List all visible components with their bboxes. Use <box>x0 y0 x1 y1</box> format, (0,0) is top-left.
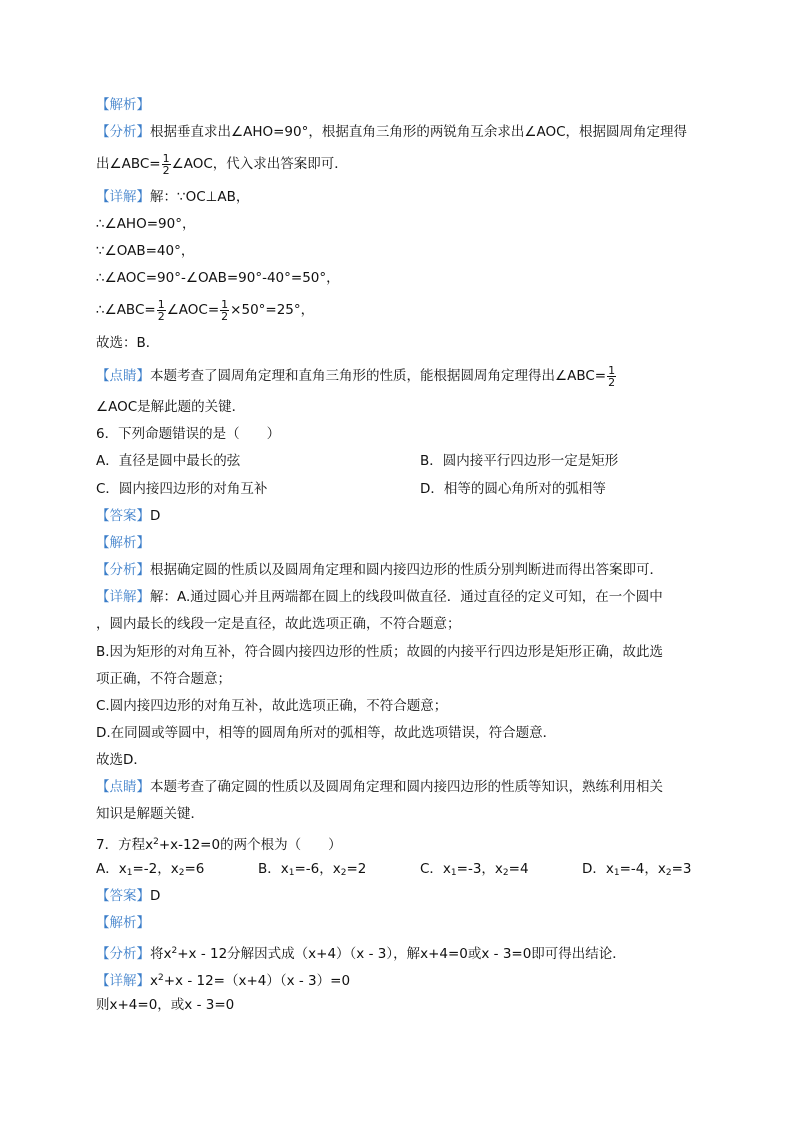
q5-step5 <box>96 296 314 324</box>
q7-answer <box>96 887 160 905</box>
opt-end: =6 <box>184 861 205 877</box>
opt-mid: =-6，x <box>294 861 341 877</box>
xiangjie-tag: 【详解】 <box>96 973 150 989</box>
fenxi-tag: 【分析】 <box>96 946 150 962</box>
q6-answer <box>96 507 160 525</box>
q5-step2: ∴∠AHO=90°， <box>96 216 196 232</box>
q6-guxuan: 故选D． <box>96 752 147 768</box>
fenxi-tag: 【分析】 <box>96 562 150 578</box>
opt-mid: =-3，x <box>456 861 503 877</box>
fenxi-text-post: ∠AOC，代入求出答案即可． <box>171 156 348 172</box>
q6-fenxi <box>96 561 663 579</box>
subscript: 2 <box>665 868 672 878</box>
subscript: 2 <box>178 868 185 878</box>
subscript: 1 <box>450 868 457 878</box>
q5-step3: ∵∠OAB=40°， <box>96 243 195 259</box>
q6-option-a: A．直径是圆中最长的弦 <box>96 453 241 469</box>
q5-fenxi-line2 <box>96 150 348 178</box>
fraction-half <box>157 299 166 322</box>
answer-value: D <box>150 508 161 524</box>
subscript: 1 <box>613 868 620 878</box>
q6-dianjing-line1 <box>96 778 663 796</box>
q6-stem: 6．下列命题错误的是（ ） <box>96 426 281 442</box>
dianjing-tag: 【点睛】 <box>96 368 150 384</box>
q6-xiangjie-line5: C.圆内接四边形的对角互补，故此选项正确，不符合题意； <box>96 698 448 714</box>
frac-num: 1 <box>157 297 165 311</box>
jiexi-tag: 【解析】 <box>96 97 150 113</box>
fenxi-tag: 【分析】 <box>96 124 150 140</box>
step5-post: ×50°=25°， <box>230 302 315 318</box>
q7-option-a <box>96 860 204 882</box>
q5-guxuan: 故选：B． <box>96 335 160 351</box>
q6-xiangjie-line2: ，圆内最长的线段一定是直径，故此选项正确，不符合题意； <box>96 616 461 632</box>
q5-fenxi-line1 <box>96 123 687 141</box>
q7-option-c <box>420 860 529 882</box>
q6-xiangjie-line1 <box>96 588 663 606</box>
frac-den: 2 <box>608 375 616 389</box>
subscript: 2 <box>502 868 509 878</box>
subscript: 1 <box>288 868 295 878</box>
opt-label: A．x <box>96 861 127 877</box>
fenxi-text: 根据确定圆的性质以及圆周角定理和圆内接四边形的性质分别判断进而得出答案即可． <box>150 562 663 578</box>
subscript: 2 <box>340 868 347 878</box>
subscript: 1 <box>126 868 133 878</box>
frac-den: 2 <box>221 309 229 323</box>
xiangjie-pre: x <box>150 973 158 989</box>
fraction-half <box>220 299 229 322</box>
frac-num: 1 <box>221 297 229 311</box>
jiexi-tag: 【解析】 <box>96 915 150 931</box>
xiangjie-tag: 【详解】 <box>96 589 150 605</box>
superscript: 2 <box>158 973 164 983</box>
q5-xiangjie-line1 <box>96 188 249 206</box>
dianjing-text: 本题考查了圆周角定理和直角三角形的性质，能根据圆周角定理得出∠ABC= <box>150 368 607 384</box>
opt-end: =3 <box>671 861 692 877</box>
q7-option-b <box>258 860 366 882</box>
q7-fenxi <box>96 942 626 963</box>
dianjing-tag: 【点睛】 <box>96 779 150 795</box>
dianjing-text: 本题考查了确定圆的性质以及圆周角定理和圆内接四边形的性质等知识，熟练利用相关 <box>150 779 663 795</box>
opt-label: C．x <box>420 861 451 877</box>
step5-mid: ∠AOC= <box>166 302 220 318</box>
q6-xiangjie-line4: 项正确，不符合题意； <box>96 671 231 687</box>
xiangjie-post: +x - 12=（x+4）（x - 3）=0 <box>163 973 351 989</box>
opt-mid: =-2，x <box>132 861 179 877</box>
q5-dianjing-line1 <box>96 362 617 390</box>
jiexi-tag: 【解析】 <box>96 535 150 551</box>
superscript: 2 <box>153 837 159 847</box>
opt-label: B．x <box>258 861 289 877</box>
answer-value: D <box>150 888 161 904</box>
q6-option-b: B．圆内接平行四边形一定是矩形 <box>420 453 619 469</box>
fenxi-pre: 将x <box>150 946 172 962</box>
fenxi-post: +x - 12分解因式成（x+4）（x - 3），解x+4=0或x - 3=0即可得出结论． <box>177 946 626 962</box>
q5-dianjing-line2: ∠AOC是解此题的关键． <box>96 399 246 415</box>
fraction-half <box>162 153 171 176</box>
daan-tag: 【答案】 <box>96 888 150 904</box>
q6-xiangjie-line3: B.因为矩形的对角互补，符合圆内接四边形的性质；故圆的内接平行四边形是矩形正确，故此选 <box>96 644 664 660</box>
fenxi-text-pre: 出∠ABC= <box>96 156 161 172</box>
superscript: 2 <box>171 946 178 956</box>
frac-num: 1 <box>608 363 616 377</box>
q6-xiangjie-line6: D.在同圆或等圆中，相等的圆周角所对的弧相等，故此选项错误，符合题意． <box>96 725 557 741</box>
step5-pre: ∴∠ABC= <box>96 302 156 318</box>
stem-post: +x-12=0的两个根为（ ） <box>158 837 342 853</box>
stem-pre: 7．方程x <box>96 837 154 853</box>
opt-label: D．x <box>582 861 614 877</box>
q7-stem <box>96 833 342 854</box>
frac-num: 1 <box>162 151 170 165</box>
q7-last-line: 则x+4=0，或x - 3=0 <box>96 997 235 1013</box>
q7-xiangjie <box>96 969 350 990</box>
q6-option-d: D．相等的圆心角所对的弧相等 <box>420 481 606 497</box>
q6-dianjing-line2: 知识是解题关键． <box>96 806 204 822</box>
xiangjie-tag: 【详解】 <box>96 189 150 205</box>
q6-option-c: C．圆内接四边形的对角互补 <box>96 481 268 497</box>
opt-mid: =-4，x <box>619 861 666 877</box>
q5-step4: ∴∠AOC=90°-∠OAB=90°-40°=50°， <box>96 270 340 286</box>
fraction-half <box>607 365 616 388</box>
xiangjie-text: 解：∵OC⊥AB， <box>150 189 250 205</box>
q7-option-d <box>582 860 692 882</box>
opt-end: =2 <box>346 861 367 877</box>
xiangjie-text: 解：A.通过圆心并且两端都在圆上的线段叫做直径．通过直径的定义可知，在一个圆中 <box>150 589 663 605</box>
fenxi-text: 根据垂直求出∠AHO=90°，根据直角三角形的两锐角互余求出∠AOC，根据圆周角定理得 <box>150 124 688 140</box>
frac-den: 2 <box>162 163 170 177</box>
opt-end: =4 <box>508 861 529 877</box>
daan-tag: 【答案】 <box>96 508 150 524</box>
frac-den: 2 <box>157 309 165 323</box>
